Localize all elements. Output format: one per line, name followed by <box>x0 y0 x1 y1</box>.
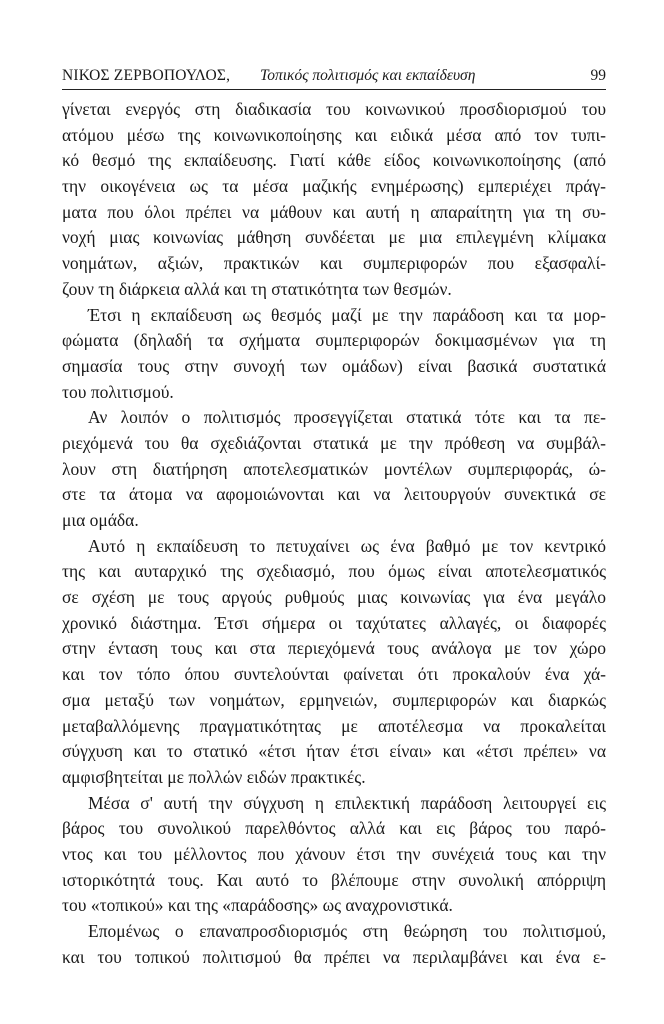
text-line: και τον τόπο όπου συντελούνται φαίνεται ότι προκαλούν ένα χά- <box>62 664 606 685</box>
text-line: νοημάτων, αξιών, πρακτικών και συμπεριφορών που εξασφαλί- <box>62 253 606 274</box>
text-line: αμφισβητείται με πολλών ειδών πρακτικές. <box>62 766 366 787</box>
text-line: Επομένως ο επαναπροσδιορισμός στη θεώρηση του πολιτισμού, <box>88 921 606 941</box>
header-rule <box>62 89 606 90</box>
paragraph-3 <box>62 405 606 533</box>
text-line: φώματα (δηλαδή τα σχήματα συμπεριφορών δοκιμασμένων για τη <box>62 330 606 351</box>
paragraph-6 <box>62 919 606 970</box>
header-author: ΝΙΚΟΣ ΖΕΡΒΟΠΟΥΛΟΣ, <box>62 67 231 84</box>
text-line: του «τοπικού» και της «παράδοσης» ως αναχρονιστικά. <box>62 895 453 916</box>
text-line: μια ομάδα. <box>62 510 139 530</box>
text-line: ντος και του μέλλοντος που χάνουν έτσι την συνέχειά τους και την <box>62 843 606 864</box>
text-line: χρονικό διάστημα. Έτσι σήμερα οι ταχύτατες αλλαγές, οι διαφορές <box>62 612 606 633</box>
page-number: 99 <box>590 67 606 84</box>
text-line: του πολιτισμού. <box>62 381 174 402</box>
text-line: σμα μεταξύ των νοημάτων, ερμηνειών, συμπεριφορών και διαρκώς <box>62 689 606 710</box>
text-line: γίνεται ενεργός στη διαδικασία του κοινωνικού προσδιορισμού του <box>62 99 606 119</box>
running-header <box>62 66 606 88</box>
text-line: Αυτό η εκπαίδευση το πετυχαίνει ως ένα βαθμό με τον κεντρικό <box>88 535 606 556</box>
text-line: Έτσι η εκπαίδευση ως θεσμός μαζί με την παράδοση και τα μορ- <box>88 304 606 325</box>
text-line: σημασία τους στην συνοχή των ομάδων) είναι βασικά συστατικά <box>62 355 606 376</box>
text-line: νοχή μιας κοινωνίας μάθηση συνδέεται με μια επιλεγμένη κλίμακα <box>62 227 606 248</box>
paragraph-4 <box>62 534 606 791</box>
text-line: λουν στη διατήρηση αποτελεσματικών μοντέλων συμπεριφοράς, ώ- <box>62 458 606 479</box>
text-line: σε σχέση με τους αργούς ρυθμούς μιας κοινωνίας για ένα μεγάλο <box>62 587 606 608</box>
text-line: Μέσα σ' αυτή την σύγχυση η επιλεκτική παράδοση λειτουργεί εις <box>88 792 606 813</box>
text-line: της και αυταρχικό της σχεδιασμό, που όμως είναι αποτελεσματικός <box>62 561 606 582</box>
text-line: κό θεσμό της εκπαίδευσης. Γιατί κάθε είδος κοινωνικοποίησης (από <box>62 150 606 171</box>
text-line: στην ένταση τους και στα περιεχόμενά τους ανάλογα με τον χώρο <box>62 638 606 659</box>
paragraph-2 <box>62 303 606 406</box>
text-line: σύγχυση και το στατικό «έτσι ήταν έτσι είναι» και «έτσι πρέπει» να <box>62 741 606 762</box>
text-line: μεταβαλλόμενης πραγματικότητας με αποτέλεσμα να προκαλείται <box>62 715 606 736</box>
text-line: την οικογένεια ως τα μέσα μαζικής ενημέρωσης) εμπεριέχει πράγ- <box>62 176 606 197</box>
text-line: Αν λοιπόν ο πολιτισμός προσεγγίζεται στατικά τότε και τα πε- <box>88 407 606 428</box>
text-line: βάρος του συνολικού παρελθόντος αλλά και εις βάρος του παρό- <box>62 818 606 839</box>
text-line: ατόμου μέσω της κοινωνικοποίησης και ειδικά μέσα από τον τυπι- <box>62 124 606 145</box>
text-line: ιστορικότητά τους. Και αυτό το βλέπουμε στην συνολική απόρριψη <box>62 869 606 890</box>
text-line: στε τα άτομα να αφομοιώνονται και να λειτουργούν συνεκτικά σε <box>62 484 606 505</box>
text-line: και του τοπικού πολιτισμού θα πρέπει να περιλαμβάνει και ένα ε- <box>62 946 606 967</box>
header-book-title: Τοπικός πολιτισμός και εκπαίδευση <box>260 67 476 84</box>
paragraph-1 <box>62 97 606 303</box>
body-text <box>62 97 606 970</box>
text-line: ματα που όλοι πρέπει να μάθουν και αυτή η απαραίτητη για τη συ- <box>62 201 606 222</box>
text-line: ριεχόμενά του θα σχεδιάζονται στατικά με την πρόθεση να συμβάλ- <box>62 432 606 453</box>
paragraph-5 <box>62 791 606 919</box>
text-line: ζουν τη διάρκεια αλλά και τη στατικότητα των θεσμών. <box>62 278 452 299</box>
